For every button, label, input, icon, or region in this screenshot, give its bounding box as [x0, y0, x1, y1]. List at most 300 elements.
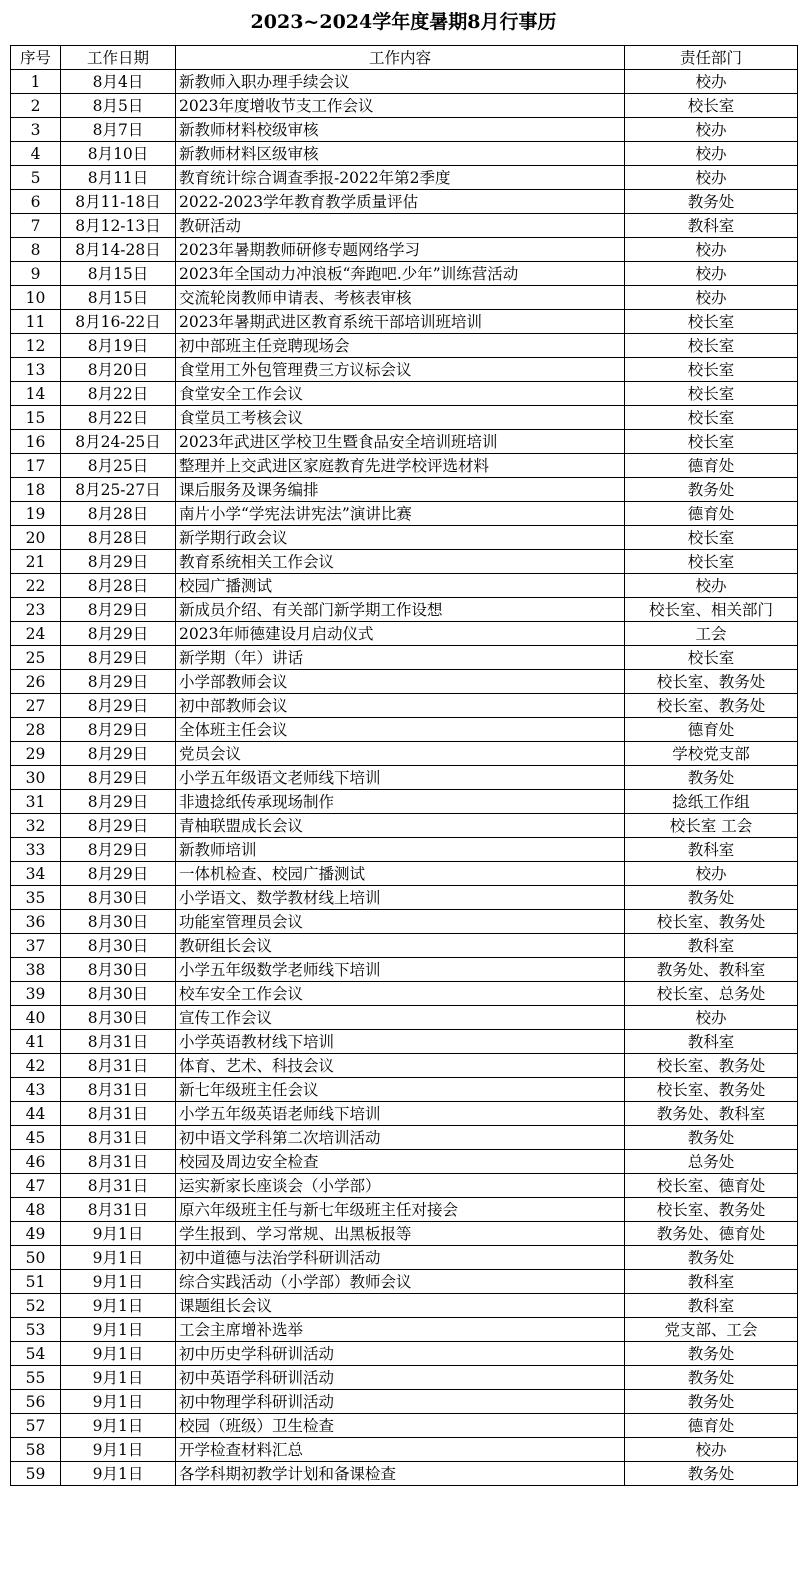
cell-date: 8月30日 — [61, 1006, 176, 1030]
cell-content: 小学五年级英语老师线下培训 — [176, 1102, 625, 1126]
cell-content: 食堂员工考核会议 — [176, 406, 625, 430]
cell-dept: 教科室 — [625, 1270, 798, 1294]
cell-dept: 校办 — [625, 1006, 798, 1030]
cell-content: 开学检查材料汇总 — [176, 1438, 625, 1462]
cell-date: 9月1日 — [61, 1366, 176, 1390]
cell-content: 新教师入职办理手续会议 — [176, 70, 625, 94]
cell-dept: 校办 — [625, 1438, 798, 1462]
cell-seq: 14 — [11, 382, 61, 406]
table-row — [11, 1174, 798, 1198]
cell-dept: 校长室、教务处 — [625, 1198, 798, 1222]
cell-date: 8月29日 — [61, 814, 176, 838]
cell-date: 8月24-25日 — [61, 430, 176, 454]
cell-seq: 42 — [11, 1054, 61, 1078]
cell-seq: 6 — [11, 190, 61, 214]
cell-seq: 5 — [11, 166, 61, 190]
cell-dept: 校长室 — [625, 526, 798, 550]
cell-date: 8月11-18日 — [61, 190, 176, 214]
cell-date: 8月29日 — [61, 862, 176, 886]
cell-date: 9月1日 — [61, 1270, 176, 1294]
table-row — [11, 790, 798, 814]
table-row — [11, 574, 798, 598]
cell-dept: 校办 — [625, 166, 798, 190]
cell-date: 8月10日 — [61, 142, 176, 166]
cell-dept: 校长室 — [625, 334, 798, 358]
table-row — [11, 166, 798, 190]
cell-date: 8月31日 — [61, 1078, 176, 1102]
cell-dept: 校长室 — [625, 382, 798, 406]
cell-dept: 教科室 — [625, 1294, 798, 1318]
table-row — [11, 1030, 798, 1054]
cell-date: 8月7日 — [61, 118, 176, 142]
cell-seq: 19 — [11, 502, 61, 526]
cell-dept: 校长室、德育处 — [625, 1174, 798, 1198]
cell-seq: 52 — [11, 1294, 61, 1318]
cell-dept: 教务处 — [625, 1342, 798, 1366]
cell-date: 8月29日 — [61, 694, 176, 718]
cell-content: 原六年级班主任与新七年级班主任对接会 — [176, 1198, 625, 1222]
cell-seq: 32 — [11, 814, 61, 838]
cell-content: 2023年暑期教师研修专题网络学习 — [176, 238, 625, 262]
cell-content: 小学五年级数学老师线下培训 — [176, 958, 625, 982]
table-row — [11, 1414, 798, 1438]
cell-dept: 德育处 — [625, 502, 798, 526]
cell-content: 运实新家长座谈会（小学部） — [176, 1174, 625, 1198]
table-row — [11, 1054, 798, 1078]
table-row — [11, 502, 798, 526]
cell-seq: 10 — [11, 286, 61, 310]
cell-seq: 25 — [11, 646, 61, 670]
cell-date: 8月29日 — [61, 670, 176, 694]
cell-date: 9月1日 — [61, 1342, 176, 1366]
table-row — [11, 1126, 798, 1150]
cell-content: 教育统计综合调查季报-2022年第2季度 — [176, 166, 625, 190]
table-row — [11, 742, 798, 766]
cell-content: 小学部教师会议 — [176, 670, 625, 694]
cell-content: 教研组长会议 — [176, 934, 625, 958]
cell-seq: 48 — [11, 1198, 61, 1222]
cell-dept: 校长室 — [625, 430, 798, 454]
cell-dept: 德育处 — [625, 454, 798, 478]
cell-dept: 校长室 — [625, 310, 798, 334]
cell-date: 8月15日 — [61, 262, 176, 286]
cell-dept: 教务处 — [625, 190, 798, 214]
cell-dept: 教务处、教科室 — [625, 958, 798, 982]
cell-date: 9月1日 — [61, 1294, 176, 1318]
cell-dept: 校长室、教务处 — [625, 1054, 798, 1078]
cell-date: 8月19日 — [61, 334, 176, 358]
cell-seq: 41 — [11, 1030, 61, 1054]
cell-seq: 35 — [11, 886, 61, 910]
cell-dept: 校办 — [625, 262, 798, 286]
table-row — [11, 550, 798, 574]
table-row — [11, 1078, 798, 1102]
table-row — [11, 334, 798, 358]
cell-dept: 校办 — [625, 142, 798, 166]
table-row — [11, 670, 798, 694]
cell-date: 8月14-28日 — [61, 238, 176, 262]
cell-date: 8月31日 — [61, 1126, 176, 1150]
cell-seq: 12 — [11, 334, 61, 358]
cell-date: 8月29日 — [61, 550, 176, 574]
cell-dept: 教务处 — [625, 1462, 798, 1486]
cell-dept: 校长室 — [625, 358, 798, 382]
cell-content: 新学期行政会议 — [176, 526, 625, 550]
cell-content: 南片小学“学宪法讲宪法”演讲比赛 — [176, 502, 625, 526]
cell-dept: 工会 — [625, 622, 798, 646]
table-row — [11, 382, 798, 406]
cell-content: 初中语文学科第二次培训活动 — [176, 1126, 625, 1150]
cell-seq: 53 — [11, 1318, 61, 1342]
cell-dept: 捻纸工作组 — [625, 790, 798, 814]
cell-content: 新七年级班主任会议 — [176, 1078, 625, 1102]
cell-content: 宣传工作会议 — [176, 1006, 625, 1030]
cell-content: 各学科期初教学计划和备课检查 — [176, 1462, 625, 1486]
table-row — [11, 622, 798, 646]
cell-content: 食堂用工外包管理费三方议标会议 — [176, 358, 625, 382]
cell-date: 9月1日 — [61, 1246, 176, 1270]
table-row — [11, 1390, 798, 1414]
cell-seq: 17 — [11, 454, 61, 478]
cell-dept: 校长室 — [625, 94, 798, 118]
cell-date: 9月1日 — [61, 1438, 176, 1462]
cell-seq: 2 — [11, 94, 61, 118]
cell-date: 8月31日 — [61, 1102, 176, 1126]
cell-date: 8月29日 — [61, 718, 176, 742]
cell-dept: 教务处 — [625, 1126, 798, 1150]
table-row — [11, 406, 798, 430]
table-row — [11, 1342, 798, 1366]
table-row — [11, 286, 798, 310]
cell-content: 初中物理学科研训活动 — [176, 1390, 625, 1414]
table-row — [11, 862, 798, 886]
cell-seq: 49 — [11, 1222, 61, 1246]
cell-seq: 7 — [11, 214, 61, 238]
cell-dept: 教科室 — [625, 838, 798, 862]
table-row — [11, 838, 798, 862]
cell-content: 新学期（年）讲话 — [176, 646, 625, 670]
cell-content: 课后服务及课务编排 — [176, 478, 625, 502]
cell-seq: 38 — [11, 958, 61, 982]
table-row — [11, 982, 798, 1006]
cell-date: 8月30日 — [61, 958, 176, 982]
table-row — [11, 646, 798, 670]
table-row — [11, 1222, 798, 1246]
cell-date: 8月31日 — [61, 1174, 176, 1198]
cell-content: 校园（班级）卫生检查 — [176, 1414, 625, 1438]
table-header-row — [11, 46, 798, 70]
cell-seq: 45 — [11, 1126, 61, 1150]
cell-date: 8月15日 — [61, 286, 176, 310]
cell-content: 课题组长会议 — [176, 1294, 625, 1318]
cell-dept: 校长室、教务处 — [625, 910, 798, 934]
cell-seq: 16 — [11, 430, 61, 454]
cell-seq: 21 — [11, 550, 61, 574]
cell-seq: 57 — [11, 1414, 61, 1438]
cell-date: 9月1日 — [61, 1222, 176, 1246]
table-row — [11, 214, 798, 238]
cell-date: 8月29日 — [61, 622, 176, 646]
cell-date: 8月25-27日 — [61, 478, 176, 502]
cell-dept: 总务处 — [625, 1150, 798, 1174]
cell-date: 8月31日 — [61, 1198, 176, 1222]
cell-seq: 39 — [11, 982, 61, 1006]
cell-content: 青柚联盟成长会议 — [176, 814, 625, 838]
cell-date: 8月22日 — [61, 382, 176, 406]
cell-dept: 教务处 — [625, 766, 798, 790]
cell-seq: 22 — [11, 574, 61, 598]
table-row — [11, 430, 798, 454]
table-row — [11, 1366, 798, 1390]
cell-content: 工会主席增补选举 — [176, 1318, 625, 1342]
cell-content: 2023年武进区学校卫生暨食品安全培训班培训 — [176, 430, 625, 454]
cell-date: 8月22日 — [61, 406, 176, 430]
cell-dept: 校办 — [625, 286, 798, 310]
cell-content: 初中部教师会议 — [176, 694, 625, 718]
cell-content: 非遗捻纸传承现场制作 — [176, 790, 625, 814]
cell-dept: 教务处 — [625, 1390, 798, 1414]
cell-seq: 30 — [11, 766, 61, 790]
column-header-seq: 序号 — [11, 46, 61, 70]
cell-date: 8月30日 — [61, 934, 176, 958]
cell-date: 8月30日 — [61, 982, 176, 1006]
cell-date: 8月31日 — [61, 1150, 176, 1174]
cell-dept: 校长室、教务处 — [625, 1078, 798, 1102]
cell-seq: 1 — [11, 70, 61, 94]
cell-content: 全体班主任会议 — [176, 718, 625, 742]
cell-seq: 11 — [11, 310, 61, 334]
cell-dept: 教务处、教科室 — [625, 1102, 798, 1126]
cell-date: 8月29日 — [61, 646, 176, 670]
cell-date: 8月12-13日 — [61, 214, 176, 238]
cell-seq: 59 — [11, 1462, 61, 1486]
table-row — [11, 1270, 798, 1294]
cell-date: 8月28日 — [61, 526, 176, 550]
cell-content: 综合实践活动（小学部）教师会议 — [176, 1270, 625, 1294]
cell-date: 8月16-22日 — [61, 310, 176, 334]
cell-date: 8月5日 — [61, 94, 176, 118]
cell-content: 新教师材料区级审核 — [176, 142, 625, 166]
table-row — [11, 118, 798, 142]
cell-content: 体育、艺术、科技会议 — [176, 1054, 625, 1078]
cell-seq: 3 — [11, 118, 61, 142]
table-row — [11, 262, 798, 286]
cell-date: 8月31日 — [61, 1054, 176, 1078]
cell-seq: 9 — [11, 262, 61, 286]
cell-dept: 德育处 — [625, 718, 798, 742]
cell-content: 初中部班主任竞聘现场会 — [176, 334, 625, 358]
cell-dept: 德育处 — [625, 1414, 798, 1438]
cell-date: 8月31日 — [61, 1030, 176, 1054]
cell-content: 新成员介绍、有关部门新学期工作设想 — [176, 598, 625, 622]
cell-seq: 40 — [11, 1006, 61, 1030]
cell-dept: 教科室 — [625, 934, 798, 958]
cell-date: 8月28日 — [61, 574, 176, 598]
cell-content: 食堂安全工作会议 — [176, 382, 625, 406]
table-row — [11, 238, 798, 262]
cell-seq: 50 — [11, 1246, 61, 1270]
table-row — [11, 94, 798, 118]
cell-seq: 26 — [11, 670, 61, 694]
cell-content: 初中英语学科研训活动 — [176, 1366, 625, 1390]
table-row — [11, 814, 798, 838]
table-row — [11, 310, 798, 334]
table-row — [11, 910, 798, 934]
cell-seq: 31 — [11, 790, 61, 814]
cell-content: 校车安全工作会议 — [176, 982, 625, 1006]
table-body — [11, 70, 798, 1486]
cell-date: 8月29日 — [61, 838, 176, 862]
cell-dept: 校长室、总务处 — [625, 982, 798, 1006]
table-row — [11, 598, 798, 622]
cell-seq: 44 — [11, 1102, 61, 1126]
cell-date: 8月29日 — [61, 742, 176, 766]
cell-seq: 46 — [11, 1150, 61, 1174]
column-header-date: 工作日期 — [61, 46, 176, 70]
cell-dept: 校办 — [625, 238, 798, 262]
table-row — [11, 1294, 798, 1318]
table-row — [11, 694, 798, 718]
cell-seq: 58 — [11, 1438, 61, 1462]
cell-seq: 56 — [11, 1390, 61, 1414]
cell-seq: 33 — [11, 838, 61, 862]
cell-dept: 教科室 — [625, 1030, 798, 1054]
cell-dept: 教科室 — [625, 214, 798, 238]
cell-dept: 教务处 — [625, 886, 798, 910]
cell-seq: 18 — [11, 478, 61, 502]
cell-dept: 校办 — [625, 574, 798, 598]
cell-date: 8月20日 — [61, 358, 176, 382]
table-row — [11, 718, 798, 742]
cell-dept: 校长室 — [625, 406, 798, 430]
cell-seq: 28 — [11, 718, 61, 742]
cell-content: 整理并上交武进区家庭教育先进学校评选材料 — [176, 454, 625, 478]
table-row — [11, 1462, 798, 1486]
column-header-dept: 责任部门 — [625, 46, 798, 70]
cell-dept: 校长室 工会 — [625, 814, 798, 838]
cell-content: 教育系统相关工作会议 — [176, 550, 625, 574]
cell-content: 2023年师德建设月启动仪式 — [176, 622, 625, 646]
cell-seq: 37 — [11, 934, 61, 958]
cell-seq: 55 — [11, 1366, 61, 1390]
cell-content: 新教师培训 — [176, 838, 625, 862]
cell-content: 2022-2023学年教育教学质量评估 — [176, 190, 625, 214]
cell-date: 8月30日 — [61, 910, 176, 934]
cell-dept: 学校党支部 — [625, 742, 798, 766]
schedule-table — [10, 45, 798, 1486]
cell-date: 8月28日 — [61, 502, 176, 526]
cell-dept: 校长室、相关部门 — [625, 598, 798, 622]
cell-date: 9月1日 — [61, 1390, 176, 1414]
cell-date: 8月30日 — [61, 886, 176, 910]
cell-content: 校园广播测试 — [176, 574, 625, 598]
cell-date: 8月29日 — [61, 598, 176, 622]
cell-seq: 43 — [11, 1078, 61, 1102]
cell-seq: 13 — [11, 358, 61, 382]
column-header-content: 工作内容 — [176, 46, 625, 70]
cell-seq: 24 — [11, 622, 61, 646]
cell-seq: 51 — [11, 1270, 61, 1294]
cell-dept: 教务处 — [625, 1366, 798, 1390]
cell-date: 8月29日 — [61, 766, 176, 790]
table-row — [11, 1150, 798, 1174]
cell-dept: 教务处 — [625, 478, 798, 502]
cell-dept: 校长室 — [625, 550, 798, 574]
cell-content: 新教师材料校级审核 — [176, 118, 625, 142]
cell-date: 9月1日 — [61, 1462, 176, 1486]
cell-seq: 47 — [11, 1174, 61, 1198]
table-row — [11, 958, 798, 982]
cell-content: 2023年全国动力冲浪板“奔跑吧.少年”训练营活动 — [176, 262, 625, 286]
cell-dept: 校办 — [625, 118, 798, 142]
cell-date: 8月4日 — [61, 70, 176, 94]
table-row — [11, 358, 798, 382]
table-row — [11, 70, 798, 94]
cell-date: 9月1日 — [61, 1414, 176, 1438]
table-row — [11, 190, 798, 214]
table-row — [11, 1246, 798, 1270]
cell-seq: 54 — [11, 1342, 61, 1366]
cell-seq: 8 — [11, 238, 61, 262]
table-row — [11, 1102, 798, 1126]
table-row — [11, 886, 798, 910]
cell-seq: 23 — [11, 598, 61, 622]
cell-content: 学生报到、学习常规、出黑板报等 — [176, 1222, 625, 1246]
table-row — [11, 526, 798, 550]
cell-seq: 29 — [11, 742, 61, 766]
cell-seq: 36 — [11, 910, 61, 934]
cell-content: 交流轮岗教师申请表、考核表审核 — [176, 286, 625, 310]
table-row — [11, 766, 798, 790]
table-row — [11, 142, 798, 166]
cell-content: 教研活动 — [176, 214, 625, 238]
cell-dept: 校办 — [625, 70, 798, 94]
cell-content: 党员会议 — [176, 742, 625, 766]
cell-content: 小学五年级语文老师线下培训 — [176, 766, 625, 790]
table-row — [11, 1318, 798, 1342]
table-row — [11, 454, 798, 478]
cell-content: 功能室管理员会议 — [176, 910, 625, 934]
cell-dept: 校长室 — [625, 646, 798, 670]
table-row — [11, 1438, 798, 1462]
cell-date: 9月1日 — [61, 1318, 176, 1342]
cell-content: 初中道德与法治学科研训活动 — [176, 1246, 625, 1270]
cell-content: 初中历史学科研训活动 — [176, 1342, 625, 1366]
cell-dept: 教务处、德育处 — [625, 1222, 798, 1246]
table-row — [11, 1198, 798, 1222]
cell-dept: 教务处 — [625, 1246, 798, 1270]
cell-seq: 15 — [11, 406, 61, 430]
cell-dept: 校办 — [625, 862, 798, 886]
page-title: 2023~2024学年度暑期8月行事历 — [250, 11, 557, 33]
table-row — [11, 478, 798, 502]
cell-dept: 党支部、工会 — [625, 1318, 798, 1342]
table-row — [11, 1006, 798, 1030]
cell-date: 8月29日 — [61, 790, 176, 814]
cell-seq: 34 — [11, 862, 61, 886]
cell-date: 8月11日 — [61, 166, 176, 190]
cell-seq: 4 — [11, 142, 61, 166]
cell-content: 2023年暑期武进区教育系统干部培训班培训 — [176, 310, 625, 334]
cell-dept: 校长室、教务处 — [625, 694, 798, 718]
cell-date: 8月25日 — [61, 454, 176, 478]
table-row — [11, 934, 798, 958]
cell-content: 一体机检查、校园广播测试 — [176, 862, 625, 886]
cell-seq: 20 — [11, 526, 61, 550]
cell-content: 小学英语教材线下培训 — [176, 1030, 625, 1054]
cell-content: 小学语文、数学教材线上培训 — [176, 886, 625, 910]
cell-dept: 校长室、教务处 — [625, 670, 798, 694]
